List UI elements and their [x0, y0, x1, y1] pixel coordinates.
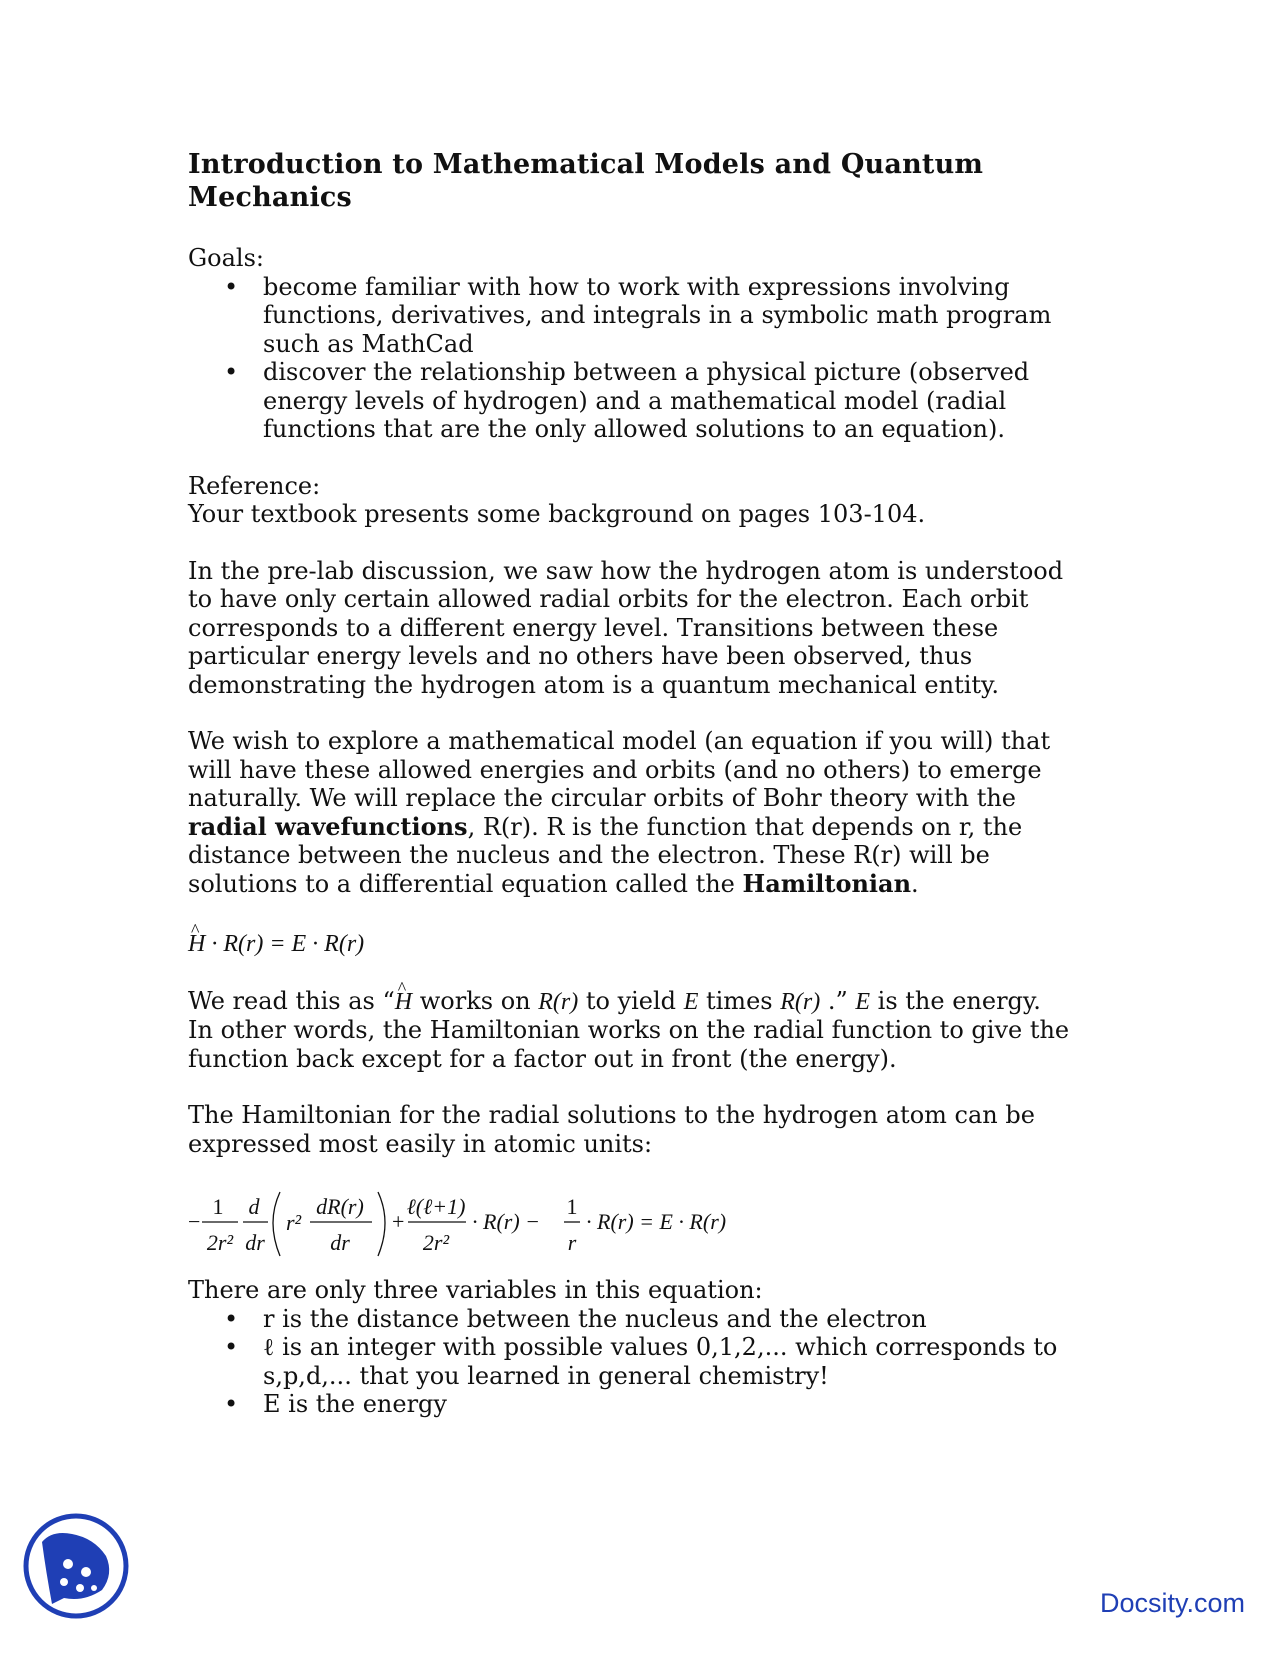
eq-dr: dr: [245, 1230, 265, 1255]
eq-2r2: 2r²: [206, 1230, 234, 1255]
page-title: Introduction to Mathematical Models and Quantum Mechanics: [188, 149, 984, 213]
hamiltonian-equation: [188, 930, 1088, 959]
eq-dr-denominator: dr: [330, 1230, 350, 1255]
eq-one-b: 1: [566, 1194, 578, 1219]
eq-2r2-b: 2r²: [422, 1230, 450, 1255]
eq-r2: r²: [286, 1210, 302, 1235]
h-hat: ^ H: [188, 930, 205, 959]
docsity-logo-icon[interactable]: [22, 1512, 130, 1620]
text-span: We wish to explore a mathematical model (an equation if you will) that will have these allowed energies and orbits (and no others) to emerge naturally. We will replace the circular orbits of Bohr theory with the: [188, 727, 1051, 812]
text-span: to yield: [578, 986, 684, 1015]
math-inline: E: [855, 988, 871, 1015]
bold-term-hamiltonian: Hamiltonian: [742, 868, 912, 898]
list-item: • r is the distance between the nucleus and the electron: [188, 1305, 1088, 1334]
reading-paragraph: [188, 987, 1088, 1074]
eq-rr-mid: · R(r) −: [472, 1209, 540, 1234]
reference-label: Reference:: [188, 471, 321, 500]
math-inline: R(r): [538, 988, 579, 1015]
h-hat-inline: ^ H: [395, 988, 412, 1017]
equation-text: · R(r) = E · R(r): [205, 931, 365, 957]
eq-dRr: dR(r): [316, 1194, 364, 1219]
text-span: works on: [412, 986, 539, 1015]
model-paragraph: [188, 727, 1088, 898]
text-span: .”: [820, 986, 856, 1015]
hamiltonian-paragraph: The Hamiltonian for the radial solutions to the hydrogen atom can be expressed most easily in atomic units:: [188, 1101, 1035, 1158]
eq-minus: −: [188, 1209, 201, 1234]
prelab-paragraph: In the pre-lab discussion, we saw how the hydrogen atom is understood to have only certain allowed radial orbits for the electron. Each orbit corresponds to a different energy level. Transitions between these particular energy levels and no others have been observed, thus demonstrating the hydrogen atom is a quantum mechanical entity.: [188, 556, 1064, 699]
list-item: • discover the relationship between a physical picture (observed energy levels of hydrogen) and a mathematical model (radial functions that are the only allowed solutions to an equation).: [188, 358, 1088, 444]
radial-equation: [188, 1186, 748, 1258]
goals-label: Goals:: [188, 244, 265, 272]
text-span: We read this as “: [188, 986, 395, 1015]
eq-rr-end: · R(r) = E · R(r): [586, 1209, 727, 1234]
eq-plus: +: [392, 1209, 405, 1234]
eq-one: 1: [212, 1194, 224, 1219]
math-inline: R(r): [780, 988, 821, 1015]
text-span: In other words, the Hamiltonian works on the radial function to give the function back except for a factor out in front (the energy).: [188, 1016, 1070, 1073]
text-span: .: [911, 869, 919, 898]
list-item: • become familiar with how to work with expressions involving functions, derivatives, and integrals in a symbolic math program such as MathCad: [188, 273, 1088, 359]
eq-d: d: [248, 1194, 260, 1219]
docsity-brand-link[interactable]: Docsity.com: [1100, 1588, 1246, 1618]
list-item: • ℓ is an integer with possible values 0,1,2,... which corresponds to s,p,d,... that you learned in general chemistry!: [188, 1333, 1088, 1390]
variables-list: [188, 1305, 1088, 1419]
list-item: • E is the energy: [188, 1390, 1088, 1419]
document-content: [188, 148, 1088, 1419]
text-span: is the energy.: [870, 986, 1041, 1015]
reference-text: Your textbook presents some background on pages 103-104.: [188, 500, 926, 528]
bold-term-radial-wavefunctions: radial wavefunctions: [188, 811, 468, 841]
variables-intro: There are only three variables in this equation:: [188, 1276, 763, 1304]
text-span: times: [698, 986, 781, 1015]
eq-r: r: [567, 1230, 577, 1255]
text-span: , R(r). R is the function that depends on r, the distance between the nucleus and the electron. These R(r) will be solutions to a differential equation called the: [188, 812, 1023, 898]
math-inline: E: [683, 988, 699, 1015]
goals-list: [188, 273, 1088, 444]
eq-ell-numerator: ℓ(ℓ+1): [406, 1194, 466, 1219]
